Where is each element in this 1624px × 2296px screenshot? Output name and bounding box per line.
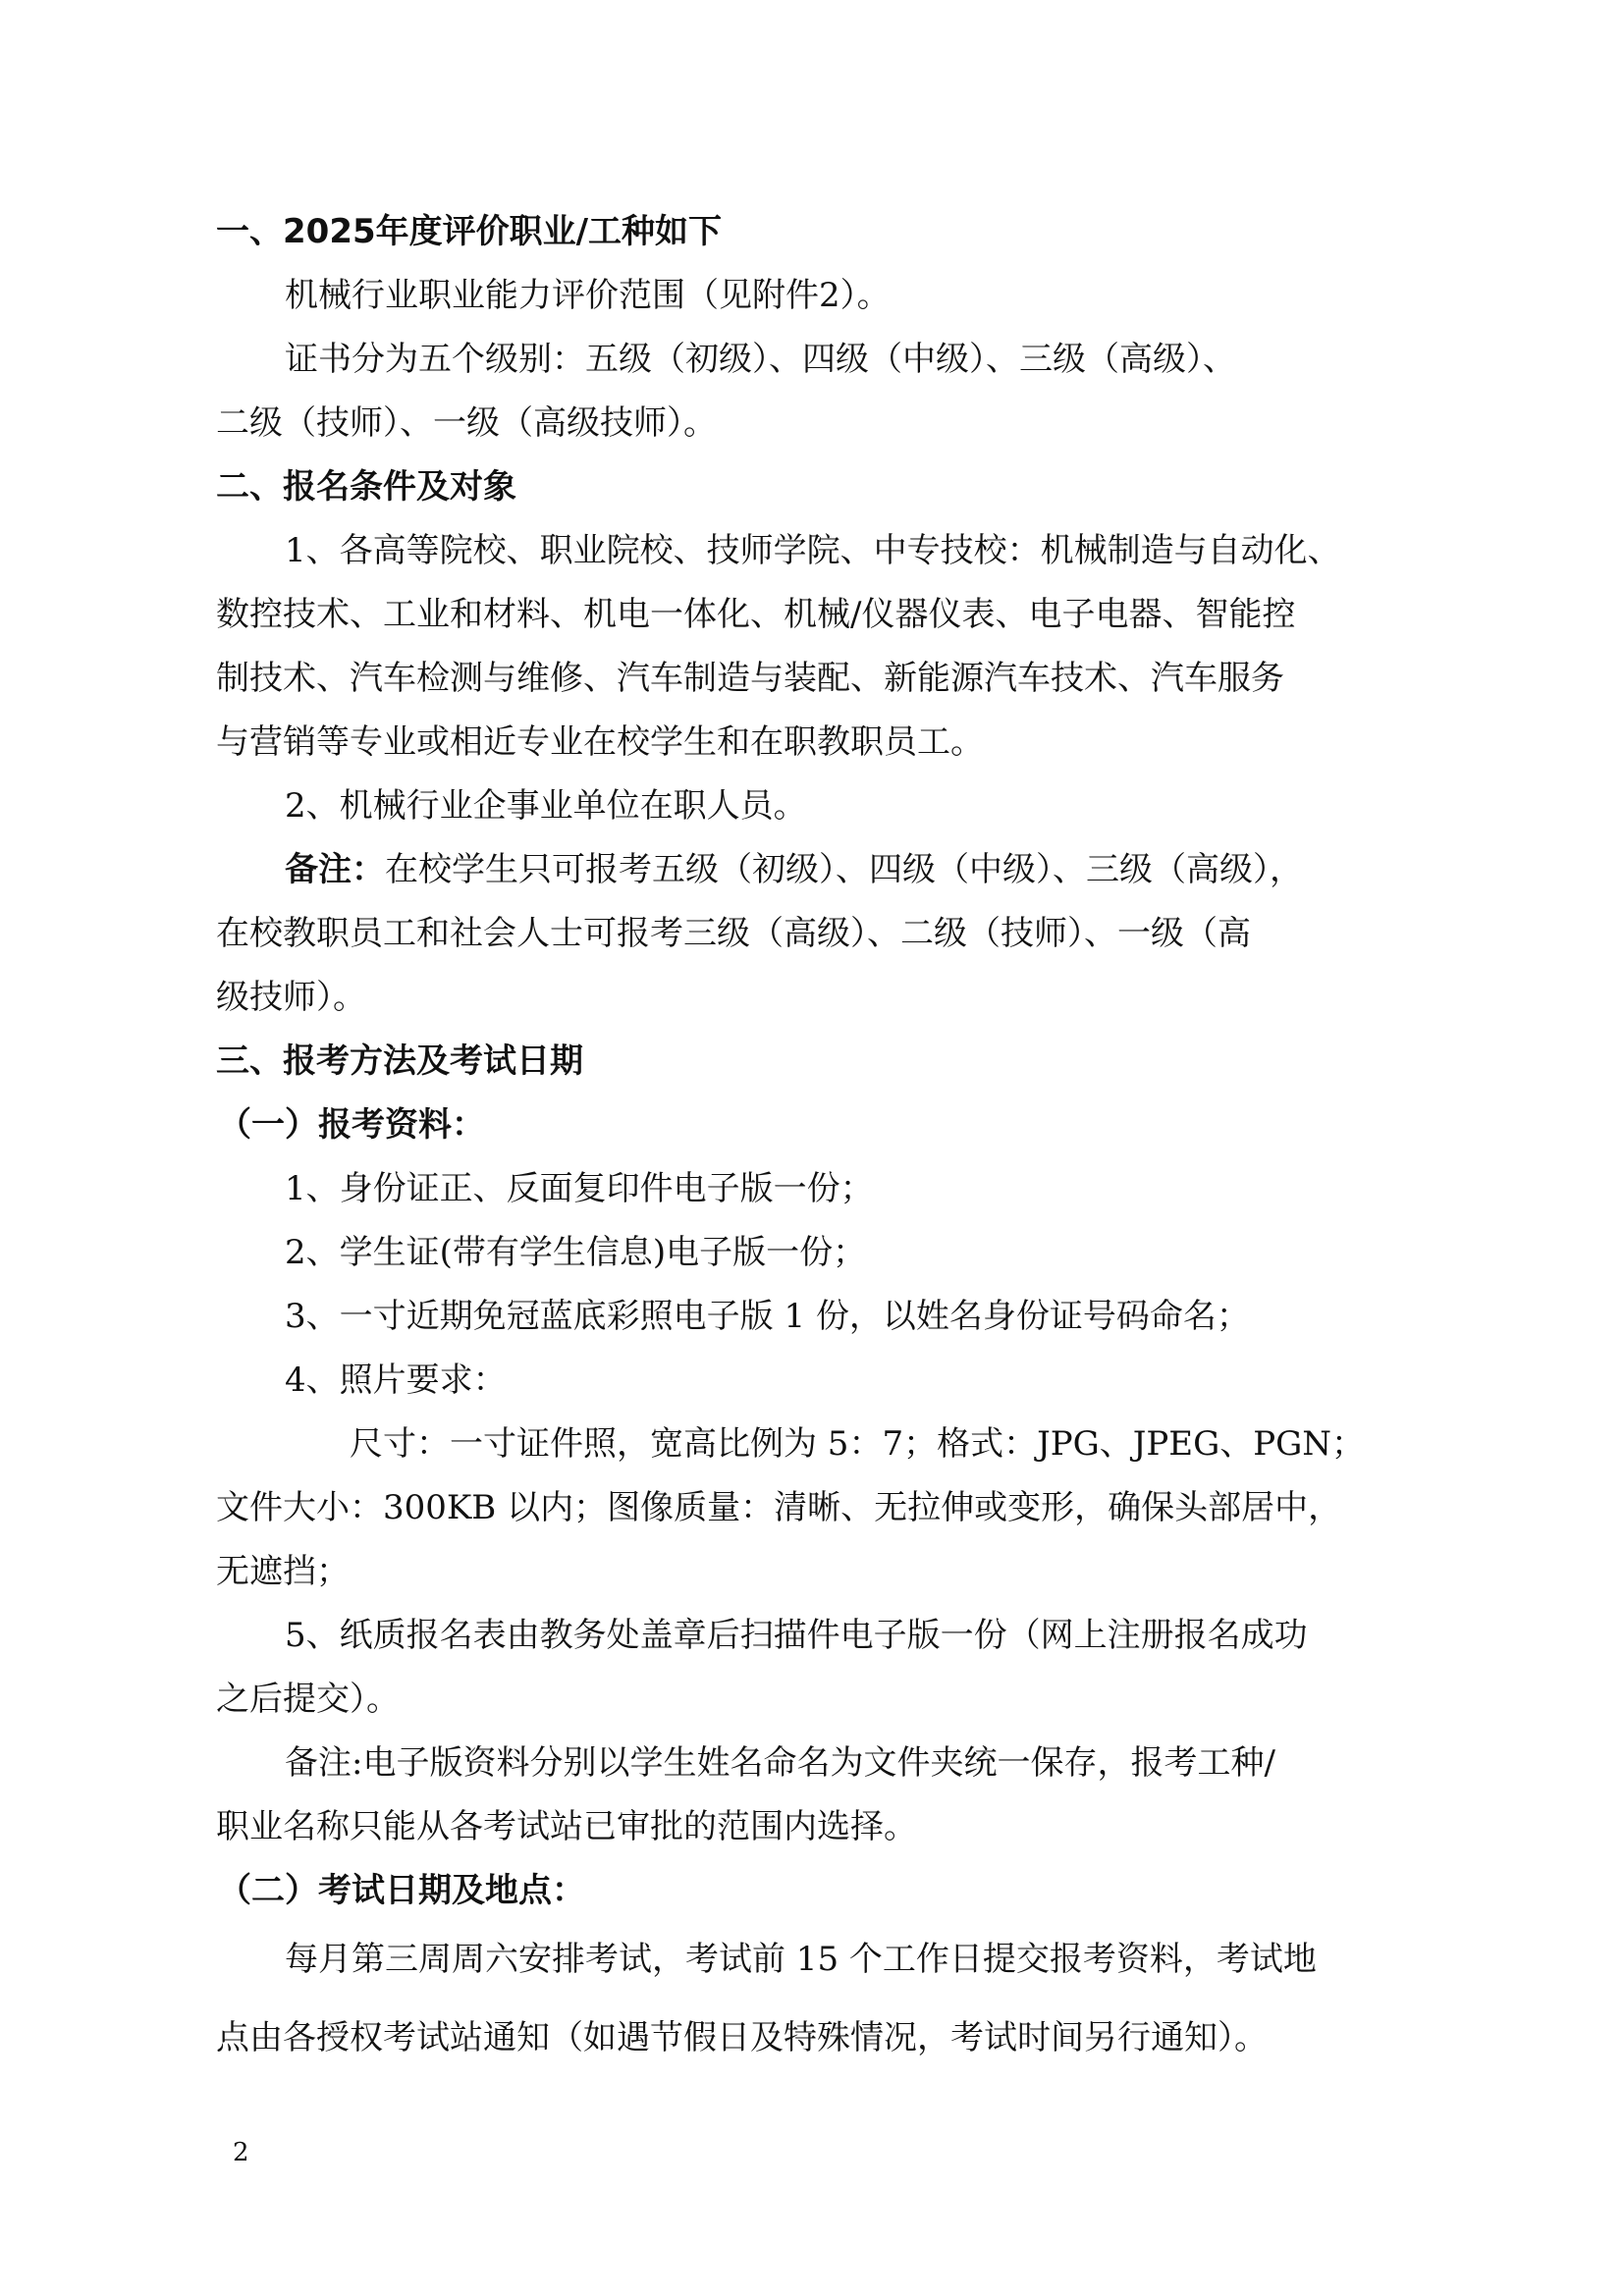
- list-item: 5、纸质报名表由教务处盖章后扫描件电子版一份（网上注册报名成功: [285, 1616, 1308, 1655]
- list-item: 4、照片要求：: [285, 1361, 507, 1400]
- paragraph: 尺寸：一寸证件照，宽高比例为 5：7；格式：JPG、JPEG、PGN；: [350, 1424, 1366, 1464]
- page-number: 2: [233, 2138, 249, 2167]
- paragraph: 在校教职员工和社会人士可报考三级（高级）、二级（技师）、一级（高: [216, 914, 1251, 953]
- paragraph: 每月第三周周六安排考试，考试前 15 个工作日提交报考资料，考试地: [285, 1940, 1317, 1979]
- subsection-heading: （二）考试日期及地点：: [218, 1871, 585, 1910]
- paragraph: 机械行业职业能力评价范围（见附件2）。: [285, 276, 891, 315]
- paragraph: 级技师）。: [216, 978, 366, 1017]
- section-1-heading: 一、2025年度评价职业/工种如下: [216, 212, 723, 251]
- paragraph: 职业名称只能从各考试站已审批的范围内选择。: [216, 1807, 917, 1846]
- note-line: 备注:电子版资料分别以学生姓名命名为文件夹统一保存，报考工种/: [285, 1743, 1275, 1783]
- list-item: 3、一寸近期免冠蓝底彩照电子版 1 份，以姓名身份证号码命名；: [285, 1297, 1250, 1336]
- paragraph: 制技术、汽车检测与维修、汽车制造与装配、新能源汽车技术、汽车服务: [216, 659, 1284, 698]
- list-item: 1、身份证正、反面复印件电子版一份；: [285, 1169, 874, 1208]
- paragraph: 与营销等专业或相近专业在校学生和在职教职员工。: [216, 722, 984, 762]
- paragraph: 数控技术、工业和材料、机电一体化、机械/仪器仪表、电子电器、智能控: [216, 595, 1296, 634]
- paragraph: 1、各高等院校、职业院校、技师学院、中专技校：机械制造与自动化、: [285, 531, 1341, 570]
- list-item: 2、学生证(带有学生信息)电子版一份；: [285, 1233, 867, 1272]
- paragraph: 之后提交）。: [216, 1680, 400, 1719]
- section-3-heading: 三、报考方法及考试日期: [216, 1041, 583, 1081]
- paragraph: 2、机械行业企事业单位在职人员。: [285, 786, 807, 826]
- note-label: 备注：: [285, 850, 385, 889]
- section-2-heading: 二、报名条件及对象: [216, 467, 516, 507]
- paragraph: 二级（技师）、一级（高级技师）。: [216, 403, 717, 443]
- subsection-heading: （一）报考资料：: [218, 1105, 485, 1145]
- note-text: 在校学生只可报考五级（初级）、四级（中级）、三级（高级），: [385, 850, 1303, 889]
- paragraph: 无遮挡；: [216, 1552, 350, 1591]
- paragraph: 证书分为五个级别：五级（初级）、四级（中级）、三级（高级）、: [285, 340, 1236, 379]
- paragraph: 文件大小：300KB 以内；图像质量：清晰、无拉伸或变形，确保头部居中，: [216, 1488, 1342, 1527]
- paragraph: 点由各授权考试站通知（如遇节假日及特殊情况，考试时间另行通知）。: [216, 2018, 1268, 2057]
- note-line: [285, 850, 1303, 889]
